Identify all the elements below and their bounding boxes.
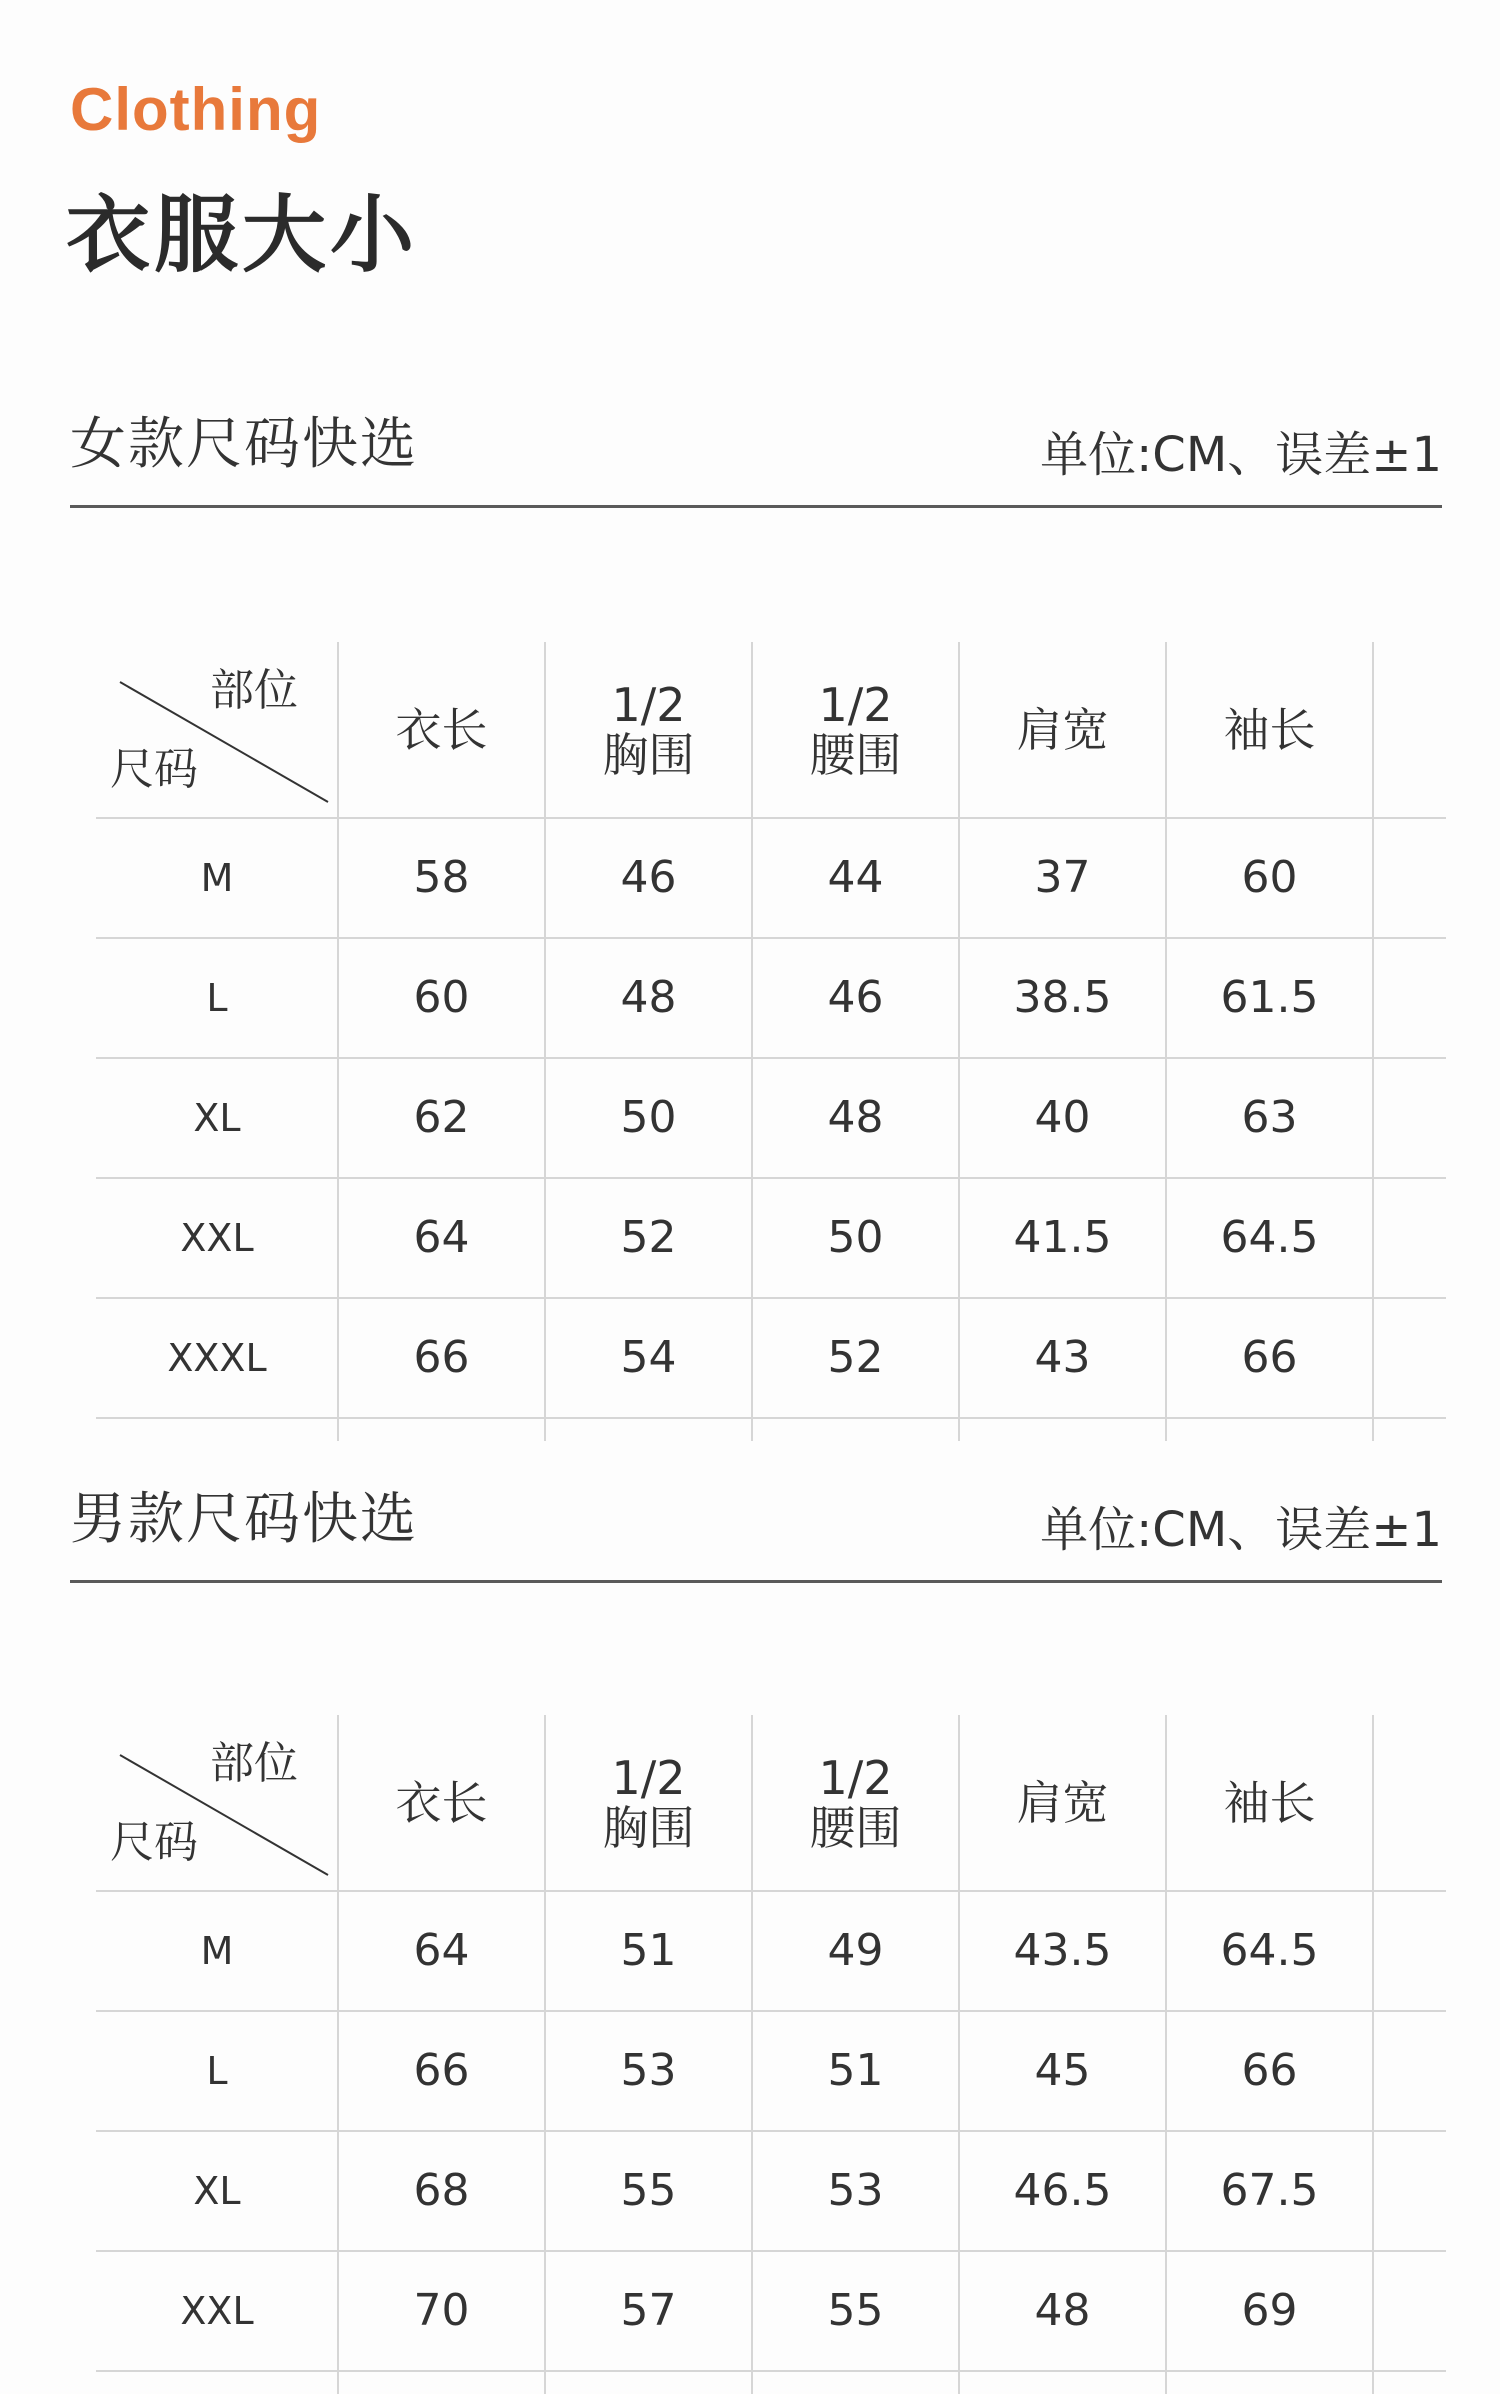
table-row	[96, 1059, 1446, 1179]
measurement-cell: 44	[827, 852, 884, 903]
size-label: XXL	[180, 1216, 254, 1260]
measurement-cell: 57	[620, 2285, 677, 2336]
column-header: 1/2 腰围	[809, 677, 902, 782]
column-header: 1/2 胸围	[602, 1750, 695, 1855]
table-row	[96, 1179, 1446, 1299]
column-header: 衣长	[395, 702, 488, 757]
measurement-cell: 38.5	[1013, 972, 1112, 1023]
corner-cell	[96, 1715, 338, 1890]
table-row	[96, 939, 1446, 1059]
measurement-cell: 41.5	[1013, 1212, 1112, 1263]
table-row	[96, 2012, 1446, 2132]
measurement-cell: 66	[413, 2045, 470, 2096]
table-row	[96, 1299, 1446, 1419]
measurement-cell: 62	[413, 1092, 470, 1143]
measurement-cell: 69	[1241, 2285, 1298, 2336]
section-title: 男款尺码快选	[70, 1487, 418, 1552]
measurement-cell: 51	[620, 1925, 677, 1976]
size-label: XXL	[180, 2289, 254, 2333]
measurement-cell: 52	[620, 1212, 677, 1263]
corner-bottom-label: 尺码	[110, 1817, 198, 1868]
measurement-cell: 48	[827, 1092, 884, 1143]
size-label: XL	[193, 2169, 241, 2213]
measurement-cell: 46.5	[1013, 2165, 1112, 2216]
size-label: M	[200, 856, 234, 900]
measurement-cell: 66	[413, 1332, 470, 1383]
eyebrow-label: Clothing	[70, 76, 322, 143]
measurement-cell: 64.5	[1220, 1212, 1319, 1263]
measurement-cell: 70	[413, 2285, 470, 2336]
column-header: 袖长	[1223, 1775, 1316, 1830]
women-section-header	[70, 412, 1442, 508]
measurement-cell: 37	[1034, 852, 1091, 903]
table-row	[96, 819, 1446, 939]
measurement-cell: 51	[827, 2045, 884, 2096]
measurement-cell: 66	[1241, 2045, 1298, 2096]
column-header: 1/2 腰围	[809, 1750, 902, 1855]
measurement-cell: 58	[413, 852, 470, 903]
column-header: 袖长	[1223, 702, 1316, 757]
measurement-cell: 43.5	[1013, 1925, 1112, 1976]
section-title: 女款尺码快选	[70, 412, 418, 477]
women-size-table	[96, 642, 1446, 1419]
measurement-cell: 61.5	[1220, 972, 1319, 1023]
column-header: 衣长	[395, 1775, 488, 1830]
measurement-cell: 50	[620, 1092, 677, 1143]
column-header: 肩宽	[1016, 1775, 1109, 1830]
measurement-cell: 60	[413, 972, 470, 1023]
measurement-cell: 55	[827, 2285, 884, 2336]
table-row	[96, 1892, 1446, 2012]
measurement-cell: 43	[1034, 1332, 1091, 1383]
measurement-cell: 46	[620, 852, 677, 903]
size-label: M	[200, 1929, 234, 1973]
measurement-cell: 46	[827, 972, 884, 1023]
measurement-cell: 53	[827, 2165, 884, 2216]
measurement-cell: 50	[827, 1212, 884, 1263]
corner-top-label: 部位	[210, 665, 298, 716]
size-label: XL	[193, 1096, 241, 1140]
measurement-cell: 48	[620, 972, 677, 1023]
column-header: 肩宽	[1016, 702, 1109, 757]
column-header: 1/2 胸围	[602, 677, 695, 782]
table-row	[96, 2132, 1446, 2252]
table-row	[96, 2252, 1446, 2372]
measurement-cell: 45	[1034, 2045, 1091, 2096]
men-size-table	[96, 1715, 1446, 2372]
measurement-cell: 53	[620, 2045, 677, 2096]
measurement-cell: 48	[1034, 2285, 1091, 2336]
measurement-cell: 54	[620, 1332, 677, 1383]
measurement-cell: 68	[413, 2165, 470, 2216]
size-label: L	[206, 2049, 228, 2093]
men-section-header	[70, 1487, 1442, 1583]
corner-cell	[96, 642, 338, 817]
unit-note: 单位:CM、误差±1	[1040, 1502, 1442, 1558]
table-header-row	[96, 642, 1446, 819]
measurement-cell: 55	[620, 2165, 677, 2216]
size-label: XXXL	[167, 1336, 267, 1380]
measurement-cell: 63	[1241, 1092, 1298, 1143]
measurement-cell: 40	[1034, 1092, 1091, 1143]
page-title: 衣服大小	[66, 186, 419, 284]
corner-top-label: 部位	[210, 1738, 298, 1789]
measurement-cell: 67.5	[1220, 2165, 1319, 2216]
corner-bottom-label: 尺码	[110, 744, 198, 795]
measurement-cell: 66	[1241, 1332, 1298, 1383]
measurement-cell: 49	[827, 1925, 884, 1976]
measurement-cell: 64	[413, 1212, 470, 1263]
size-label: L	[206, 976, 228, 1020]
measurement-cell: 64	[413, 1925, 470, 1976]
measurement-cell: 60	[1241, 852, 1298, 903]
measurement-cell: 64.5	[1220, 1925, 1319, 1976]
table-header-row	[96, 1715, 1446, 1892]
measurement-cell: 52	[827, 1332, 884, 1383]
unit-note: 单位:CM、误差±1	[1040, 427, 1442, 483]
